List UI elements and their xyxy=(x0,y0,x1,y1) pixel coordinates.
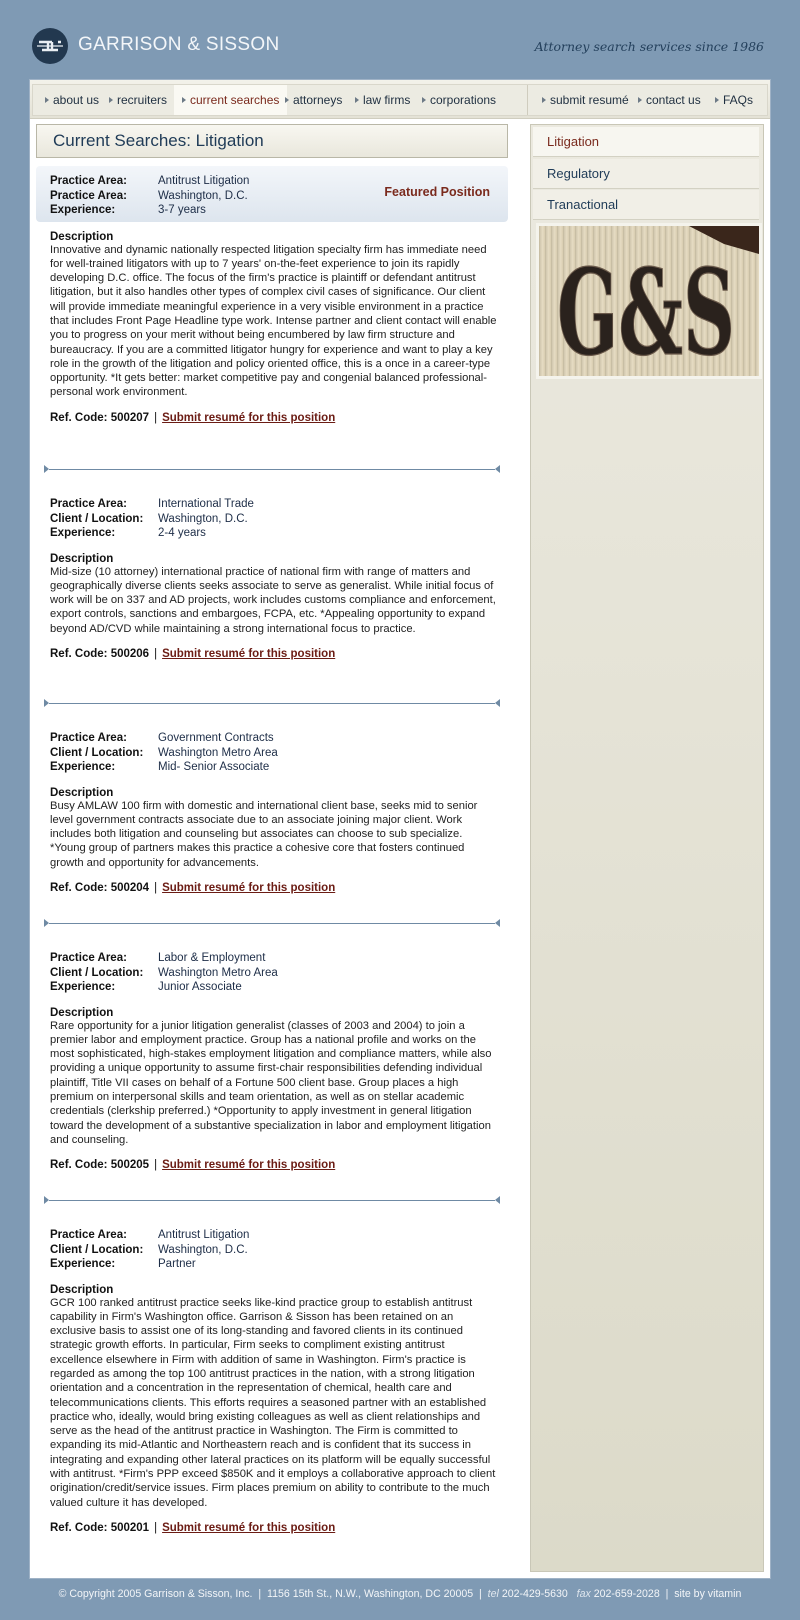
nav-label: corporations xyxy=(430,93,497,107)
brand-name[interactable]: GARRISON & SISSON xyxy=(78,34,280,55)
job-description: Innovative and dynamic nationally respected litigation specialty firm has immediate need for well-trained litigators with up to 7 years' on-the-feet experience to join its rapidly developing D.C. office. The focus of the firm's practice is plaintiff or defendant antitrust litigation, but it also handles other types of complex civil cases of significance. Our client will provide immediate meaningful experience in a very visible environment in a practice that includes Front Page Headline type work. Intense partner and client contact will enable you to progress on your merit without being encumbered by law firm structure and bureaucracy. If you are a committed litigator hungry for experience and want to play a key role in the growth of the litigation and policy oriented office, this is a once in a career-type opportunity. *It gets better: market competitive pay and congenial balanced professional-personal work environment. xyxy=(50,243,497,399)
sidebar-item-regulatory[interactable] xyxy=(533,159,759,189)
content-container xyxy=(30,80,770,1578)
job-field xyxy=(50,731,500,746)
ref-line: Ref. Code: 500204 | Submit resumé for this position xyxy=(50,881,336,894)
ref-line: Ref. Code: 500201 | Submit resumé for this position xyxy=(50,1521,336,1534)
job-field xyxy=(50,203,500,218)
field-value: Washington, D.C. xyxy=(158,189,248,202)
field-value: Partner xyxy=(158,1258,196,1270)
description-heading: Description xyxy=(50,786,114,799)
ref-code: 500206 xyxy=(110,647,150,660)
arrow-right-icon xyxy=(109,97,113,103)
sidebar-item-label: Tranactional xyxy=(547,197,619,212)
job-listing xyxy=(50,497,500,660)
footer-copyright: © Copyright 2005 Garrison & Sisson, Inc. xyxy=(58,1588,253,1600)
submit-resume-link[interactable]: Submit resumé for this position xyxy=(162,881,336,894)
submit-resume-link[interactable]: Submit resumé for this position xyxy=(162,647,336,660)
arrow-right-icon xyxy=(638,97,642,103)
nav-label: attorneys xyxy=(293,93,343,107)
nav-faqs[interactable] xyxy=(715,85,753,115)
job-description: Mid-size (10 attorney) international practice of national firm with range of matters and geographically diverse clients seeks associate to serve as generalist. While initial focus of work will be on 337 and AD projects, work includes customs compliance and enforcement, export controls, sanctions and embargoes, FCPA, etc. *Appealing opportunity to expand beyond AD/CVD while maintaining a strong international focus to practice. xyxy=(50,565,496,635)
field-value: Washington Metro Area xyxy=(158,746,278,759)
field-value: Labor & Employment xyxy=(158,952,266,964)
nav-label: current searches xyxy=(190,93,280,107)
submit-resume-link[interactable]: Submit resumé for this position xyxy=(162,411,336,424)
job-description: Busy AMLAW 100 firm with domestic and international client base, seeks mid to senior level government contracts associate due to an associate joining major client. Work includes both litigation and counseling but associates can choose to sub specialize. *Young group of partners makes this practice a cohesive core that fosters continued growth and opportunity for advancements. xyxy=(50,799,478,869)
footer-credit-link[interactable]: site by vitamin xyxy=(674,1588,742,1600)
description-heading: Description xyxy=(50,1006,114,1019)
job-listing xyxy=(50,731,500,894)
nav-submit-resume[interactable] xyxy=(542,85,629,115)
nav-label: law firms xyxy=(363,93,411,107)
field-value: Government Contracts xyxy=(158,732,274,744)
footer-tel-label: tel xyxy=(487,1588,499,1600)
job-description: GCR 100 ranked antitrust practice seeks like-kind practice group to establish antitrust capability in Firm's Washington office. Garrison & Sisson has been retained on an exclusive basis to assist one of its long-standing and favored clients in its continued strategic growth efforts. In particular, Firm seeks to compliment existing antitrust excellence elsewhere in Firm with addition of same in Washington. Firm's practice is regarded as among the top 100 antitrust practices in the nation, with a strong litigation orientation and a concentration in the representation of chemical, health care and telecommunications clients. This efforts requires a seasoned partner with an established practice who, ideally, would bring existing colleagues as well as client relationships and serve as the head of the antitrust practice in Washington. The Firm is committed to expanding its mid-Atlantic and Northeastern reach and is confident that its success in integrating and expanding other lateral practices on its platform will be equally successful with antitrust. *Firm's PPP exceed $850K and it employs a collaborative approach to client origination/credit/service issues. Firm places premium on ability to contribute to the much valued culture it has developed. xyxy=(50,1296,496,1509)
job-field xyxy=(50,497,500,512)
field-value: Antitrust Litigation xyxy=(158,175,250,187)
arrow-right-icon xyxy=(45,97,49,103)
job-field xyxy=(50,1228,500,1243)
ref-line: Ref. Code: 500207 | Submit resumé for this position xyxy=(50,411,336,424)
job-field xyxy=(50,1243,500,1258)
nav-label: recruiters xyxy=(117,93,168,107)
ref-code: 500201 xyxy=(110,1521,150,1534)
sidebar xyxy=(530,124,764,1572)
ref-line: Ref. Code: 500205 | Submit resumé for this position xyxy=(50,1159,336,1172)
field-label: Experience: xyxy=(50,761,116,773)
field-label: Practice Area: xyxy=(50,175,127,187)
field-label: Experience: xyxy=(50,981,116,993)
ref-label: Ref. Code: xyxy=(50,647,108,660)
arrow-right-icon xyxy=(355,97,359,103)
nav-current-searches[interactable] xyxy=(174,85,287,115)
job-listing xyxy=(50,951,500,1171)
field-value: Washington Metro Area xyxy=(158,966,278,979)
ref-code: 500205 xyxy=(110,1159,150,1172)
nav-contact-us[interactable] xyxy=(638,85,701,115)
ref-label: Ref. Code: xyxy=(50,411,108,424)
section-divider xyxy=(44,1196,500,1206)
sidebar-item-litigation[interactable] xyxy=(533,127,759,157)
footer-tel: 202-429-5630 xyxy=(501,1588,568,1600)
job-listing xyxy=(50,1228,500,1534)
field-label: Practice Area: xyxy=(50,498,127,510)
nav-label: about us xyxy=(53,93,100,107)
job-field xyxy=(50,746,500,761)
job-field xyxy=(50,760,500,775)
field-value: Washington, D.C. xyxy=(158,1243,248,1256)
field-value: International Trade xyxy=(158,498,254,510)
nav-about-us[interactable] xyxy=(45,85,99,115)
footer-fax: 202-659-2028 xyxy=(593,1588,660,1600)
ref-code: 500204 xyxy=(110,881,150,894)
job-field xyxy=(50,526,500,541)
field-label: Experience: xyxy=(50,527,116,539)
field-label: Experience: xyxy=(50,1258,116,1270)
gs-sign-photo xyxy=(536,223,762,379)
job-field xyxy=(50,189,500,204)
field-value: 3-7 years xyxy=(158,204,206,216)
ref-label: Ref. Code: xyxy=(50,1521,108,1534)
field-label: Client / Location: xyxy=(50,512,144,525)
field-value: Mid- Senior Associate xyxy=(158,761,270,773)
arrow-right-icon xyxy=(715,97,719,103)
field-label: Client / Location: xyxy=(50,746,144,759)
field-label: Practice Area: xyxy=(50,1229,127,1241)
field-value: Antitrust Litigation xyxy=(158,1229,250,1241)
nav-label: submit resumé xyxy=(550,93,629,107)
field-value: Washington, D.C. xyxy=(158,512,248,525)
featured-position-label: Featured Position xyxy=(384,185,490,199)
ref-line: Ref. Code: 500206 | Submit resumé for this position xyxy=(50,647,336,660)
field-label: Experience: xyxy=(50,204,116,216)
nav-law-firms[interactable] xyxy=(355,85,410,115)
job-description: Rare opportunity for a junior litigation generalist (classes of 2003 and 2004) to join a premier labor and employment practice. Group has a national profile and works on the most sophisticated, high-stakes employment litigation and compliance matters, while also providing a unique opportunity to assume first-chair responsibilities defending individual plaintiff, Title VII cases on behalf of a Fortune 500 client base. Group places a high premium on interpersonal skills and team orientation, as well as on stellar academic credentials (clerkship preferred.) *Opportunity to apply investment in general litigation toward the development of a substantive specialization in labor and employment litigation and counseling. xyxy=(50,1019,492,1146)
arrow-right-icon xyxy=(422,97,426,103)
ref-label: Ref. Code: xyxy=(50,1159,108,1172)
main-nav xyxy=(30,80,770,119)
section-divider xyxy=(44,465,500,475)
page-title-box xyxy=(36,124,508,158)
description-heading: Description xyxy=(50,230,114,243)
field-label: Practice Area: xyxy=(50,732,127,744)
footer-fax-label: fax xyxy=(576,1588,591,1600)
logo-icon[interactable] xyxy=(32,28,68,64)
page-title: Current Searches: Litigation xyxy=(53,131,264,150)
arrow-right-icon xyxy=(542,97,546,103)
ref-code: 500207 xyxy=(110,411,150,424)
tagline: Attorney search services since 1986 xyxy=(534,39,764,54)
field-label: Practice Area: xyxy=(50,952,127,964)
field-label: Practice Area: xyxy=(50,189,127,202)
field-value: Junior Associate xyxy=(158,981,242,993)
submit-resume-link[interactable]: Submit resumé for this position xyxy=(162,1159,336,1172)
sidebar-item-transactional[interactable] xyxy=(533,190,759,220)
gs-sign-text: G&S xyxy=(557,243,735,376)
nav-label: contact us xyxy=(646,93,701,107)
site-header xyxy=(0,0,800,80)
nav-corporations[interactable] xyxy=(422,85,496,115)
site-footer: © Copyright 2005 Garrison & Sisson, Inc. | 1156 15th St., N.W., Washington, DC 20005 | tel 202-429-5630 fax 202-659-2028 | site by vitamin xyxy=(58,1588,742,1600)
footer-address: 1156 15th St., N.W., Washington, DC 20005 xyxy=(267,1588,474,1600)
nav-attorneys[interactable] xyxy=(285,85,342,115)
arrow-right-icon xyxy=(182,97,186,103)
ref-label: Ref. Code: xyxy=(50,881,108,894)
field-label: Client / Location: xyxy=(50,1243,144,1256)
nav-label: FAQs xyxy=(723,93,754,107)
field-label: Client / Location: xyxy=(50,966,144,979)
job-listing xyxy=(50,174,500,424)
section-divider xyxy=(44,919,500,929)
nav-bar xyxy=(32,84,768,116)
job-field xyxy=(50,1257,500,1272)
job-field xyxy=(50,512,500,527)
job-field xyxy=(50,951,500,966)
arrow-right-icon xyxy=(285,97,289,103)
submit-resume-link[interactable]: Submit resumé for this position xyxy=(162,1521,336,1534)
sidebar-item-label: Regulatory xyxy=(547,166,610,181)
description-heading: Description xyxy=(50,552,114,565)
field-value: 2-4 years xyxy=(158,527,206,539)
section-divider xyxy=(44,699,500,709)
description-heading: Description xyxy=(50,1283,114,1296)
nav-recruiters[interactable] xyxy=(109,85,167,115)
nav-divider xyxy=(527,85,528,115)
sidebar-item-label: Litigation xyxy=(547,134,600,149)
job-field xyxy=(50,174,500,189)
job-field xyxy=(50,966,500,981)
job-field xyxy=(50,980,500,995)
